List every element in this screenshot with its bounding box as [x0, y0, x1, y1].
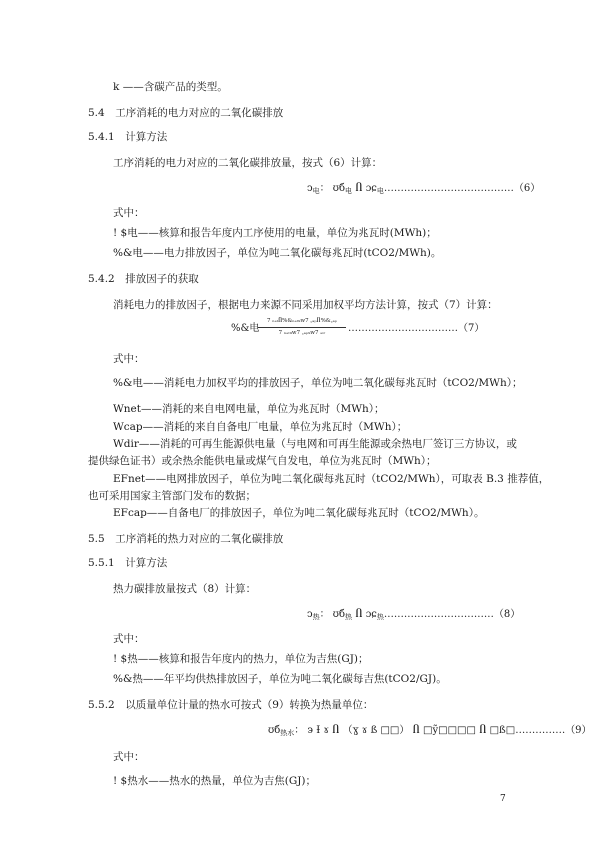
- equation-7-fraction-bar: [258, 327, 346, 328]
- def-efnet-line2: 也可采用国家主管部门发布的数据；: [88, 490, 256, 502]
- section-5-5-2-heading: 5.5.2 以质量单位计量的热水可按式（9）转换为热量单位：: [88, 699, 374, 711]
- def-wdir-line1: Wdir——消耗的可再生能源供电量（与电网和可再生能源或余热电厂签订三方协议，或: [113, 438, 517, 450]
- def-wnet: Wnet——消耗的来自电网电量，单位为兆瓦时（MWh）；: [113, 403, 385, 415]
- where-label-2: 式中：: [113, 353, 145, 365]
- equation-7-left: %&电: [231, 323, 260, 334]
- equation-8: ↄ$_热$： ʊб$_热$ Ⴖ ɔɕ$_热$……………………………（8）: [307, 609, 521, 621]
- def-wdir-line2: 提供绿色证书）或余热余能供电量或煤气自发电，单位为兆瓦时（MWh）；: [88, 455, 437, 467]
- def-electricity-ad: ! $电——核算和报告年度内工序使用的电量，单位为兆瓦时(MWh)；: [113, 227, 437, 239]
- def-wcap: Wcap——消耗的来自自备电厂电量，单位为兆瓦时（MWh）；: [113, 421, 408, 433]
- section-5-5-1-heading: 5.5.1 计算方法: [88, 557, 168, 569]
- where-label-3: 式中：: [113, 633, 145, 645]
- equation-6: ↄ$_电$： ʊб$_电$ Ⴖ ɔɕ$_电$…………………………………（6）: [307, 183, 541, 195]
- def-heat-ef: %&热——年平均供热排放因子，单位为吨二氧化碳每吉焦(tCO2/GJ)。: [113, 673, 447, 685]
- paragraph-5-5-1: 热力碳排放量按式（8）计算：: [113, 583, 257, 595]
- def-efnet-line1: EFnet——电网排放因子，单位为吨二氧化碳每兆瓦时（tCO2/MWh），可取表 B.3 推荐值，: [113, 473, 550, 485]
- equation-7-denominator: 7 ₙₑₜ₉w7 ꜀ₐₚ₉w7 ₔᵢᵣ: [278, 330, 326, 336]
- page-number: 7: [500, 794, 506, 804]
- section-5-4-2-heading: 5.4.2 排放因子的获取: [88, 273, 199, 285]
- def-heat-ad: ! $热——核算和报告年度内的热力，单位为吉焦(GJ)；: [113, 653, 369, 665]
- section-5-5-heading: 5.5 工序消耗的热力对应的二氧化碳排放: [88, 533, 284, 545]
- def-electricity-ef: %&电——电力排放因子，单位为吨二氧化碳每兆瓦时(tCO2/MWh)。: [113, 247, 442, 259]
- where-label-4: 式中：: [113, 751, 145, 763]
- def-weighted-ef: %&电——消耗电力加权平均的排放因子，单位为吨二氧化碳每兆瓦时（tCO2/MWh）；: [113, 377, 523, 389]
- def-efcap: EFcap——自备电厂的排放因子，单位为吨二氧化碳每兆瓦时（tCO2/MWh）。: [113, 507, 485, 519]
- where-label-1: 式中：: [113, 207, 145, 219]
- paragraph-5-4-2: 消耗电力的排放因子，根据电力来源不同采用加权平均方法计算，按式（7）计算：: [113, 299, 498, 311]
- equation-7-number: ……………………………（7）: [348, 323, 485, 334]
- equation-7-numerator: 7 ₙₑₜႶ%&ₙₑₜ₉w7 ꜀ₐₚႶ%&꜀ₐₚ: [267, 318, 337, 324]
- section-5-4-1-heading: 5.4.1 计算方法: [88, 131, 168, 143]
- section-5-4-heading: 5.4 工序消耗的电力对应的二氧化碳排放: [88, 107, 284, 119]
- paragraph-5-4-1: 工序消耗的电力对应的二氧化碳排放量，按式（6）计算：: [113, 157, 383, 169]
- equation-9: ʊб$_{热水}$： ϶ Ɨ ɤ Ⴖ （ɣ ɤ ß □□） Ⴖ □ỹ□□□□ Ⴖ □ß□……………（9）: [268, 725, 592, 737]
- def-hot-water: ! $热水——热水的热量，单位为吉焦(GJ)；: [113, 775, 317, 787]
- k-definition: k ——含碳产品的类型。: [113, 81, 228, 93]
